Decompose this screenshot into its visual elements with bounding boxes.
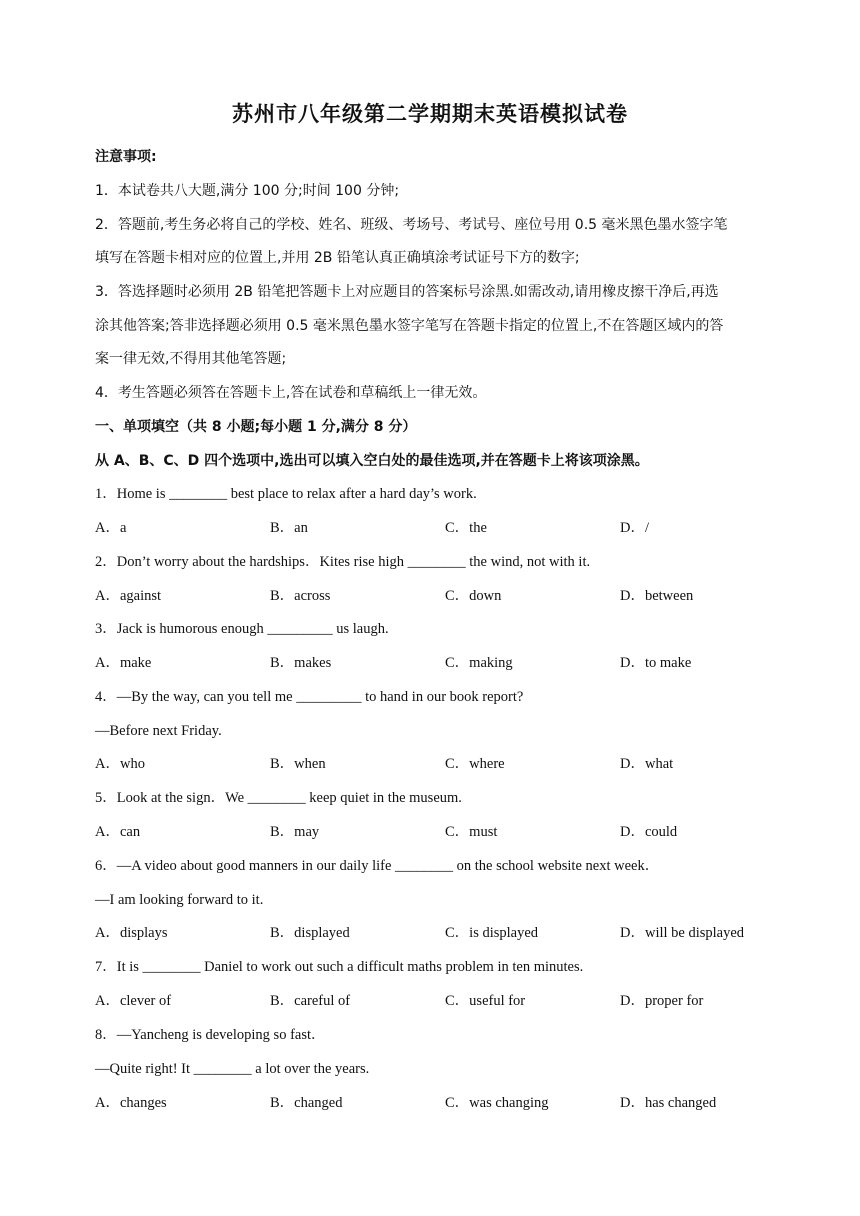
option-c: C．was changing	[445, 1095, 549, 1111]
question-text: 6．—A video about good manners in our daily life ________ on the school website next week．	[95, 858, 660, 874]
question-options	[95, 991, 795, 1011]
option-d: D．has changed	[620, 1095, 717, 1111]
option-c: C．useful for	[445, 993, 526, 1009]
option-a: A．can	[95, 824, 141, 840]
notice-line: 填写在答题卡相对应的位置上,并用 2B 铅笔认真正确填涂考试证号下方的数字;	[95, 250, 580, 266]
option-c: C．the	[445, 520, 487, 536]
option-a: A．changes	[95, 1095, 167, 1111]
question-options	[95, 923, 795, 943]
page-title: 苏州市八年级第二学期期末英语模拟试卷	[232, 102, 628, 126]
option-a: A．who	[95, 756, 145, 772]
option-d: D．proper for	[620, 993, 704, 1009]
notice-line: 涂其他答案;答非选择题必须用 0.5 毫米黑色墨水签字笔写在答题卡指定的位置上,不在答题区域内的答	[95, 318, 724, 334]
question-text: 8．—Yancheng is developing so fast．	[95, 1027, 326, 1043]
question-text: 2．Don’t worry about the hardships．Kites rise high ________ the wind, not with it.	[95, 554, 591, 570]
question-options	[95, 586, 795, 606]
option-b: B．when	[270, 756, 326, 772]
option-b: B．careful of	[270, 993, 351, 1009]
option-b: B．may	[270, 824, 320, 840]
option-d: D．what	[620, 756, 674, 772]
option-a: A．a	[95, 520, 127, 536]
question-text: 4．—By the way, can you tell me _________ to hand in our book report?	[95, 689, 524, 705]
notice-line: 4．考生答题必须答在答题卡上,答在试卷和草稿纸上一律无效。	[95, 385, 487, 401]
section-heading: 一、单项填空（共 8 小题;每小题 1 分,满分 8 分）	[95, 419, 417, 435]
question-text: —Quite right! It ________ a lot over the years.	[95, 1061, 370, 1077]
question-options	[95, 1093, 795, 1113]
notice-line: 3．答选择题时必须用 2B 铅笔把答题卡上对应题目的答案标号涂黑.如需改动,请用橡皮擦干净后,再选	[95, 284, 719, 300]
option-b: B．an	[270, 520, 308, 536]
option-b: B．displayed	[270, 925, 350, 941]
option-d: D．to make	[620, 655, 692, 671]
option-d: D．will be displayed	[620, 925, 745, 941]
option-c: C．making	[445, 655, 513, 671]
question-text: 7．It is ________ Daniel to work out such a difficult maths problem in ten minutes.	[95, 959, 584, 975]
option-a: A．displays	[95, 925, 168, 941]
option-a: A．make	[95, 655, 152, 671]
option-b: B．makes	[270, 655, 332, 671]
option-d: D．between	[620, 588, 694, 604]
option-c: C．is displayed	[445, 925, 539, 941]
question-text: —I am looking forward to it.	[95, 892, 264, 908]
notice-line: 案一律无效,不得用其他笔答题;	[95, 351, 287, 367]
question-text: 1．Home is ________ best place to relax after a hard day’s work.	[95, 486, 477, 502]
option-c: C．down	[445, 588, 502, 604]
notice-line: 2．答题前,考生务必将自己的学校、姓名、班级、考场号、考试号、座位号用 0.5 毫米黑色墨水签字笔	[95, 217, 728, 233]
option-b: B．changed	[270, 1095, 343, 1111]
question-options	[95, 822, 795, 842]
option-b: B．across	[270, 588, 331, 604]
option-a: A．clever of	[95, 993, 172, 1009]
option-c: C．must	[445, 824, 498, 840]
question-options	[95, 518, 795, 538]
section-instruction: 从 A、B、C、D 四个选项中,选出可以填入空白处的最佳选项,并在答题卡上将该项涂黑。	[95, 453, 649, 469]
notice-heading: 注意事项:	[95, 149, 157, 165]
question-text: 3．Jack is humorous enough _________ us laugh.	[95, 621, 389, 637]
option-d: D．could	[620, 824, 678, 840]
question-text: —Before next Friday.	[95, 723, 222, 739]
option-c: C．where	[445, 756, 505, 772]
option-d: D．/	[620, 520, 649, 536]
question-text: 5．Look at the sign．We ________ keep quiet in the museum.	[95, 790, 462, 806]
question-options	[95, 754, 795, 774]
question-options	[95, 653, 795, 673]
notice-line: 1．本试卷共八大题,满分 100 分;时间 100 分钟;	[95, 183, 400, 199]
option-a: A．against	[95, 588, 162, 604]
